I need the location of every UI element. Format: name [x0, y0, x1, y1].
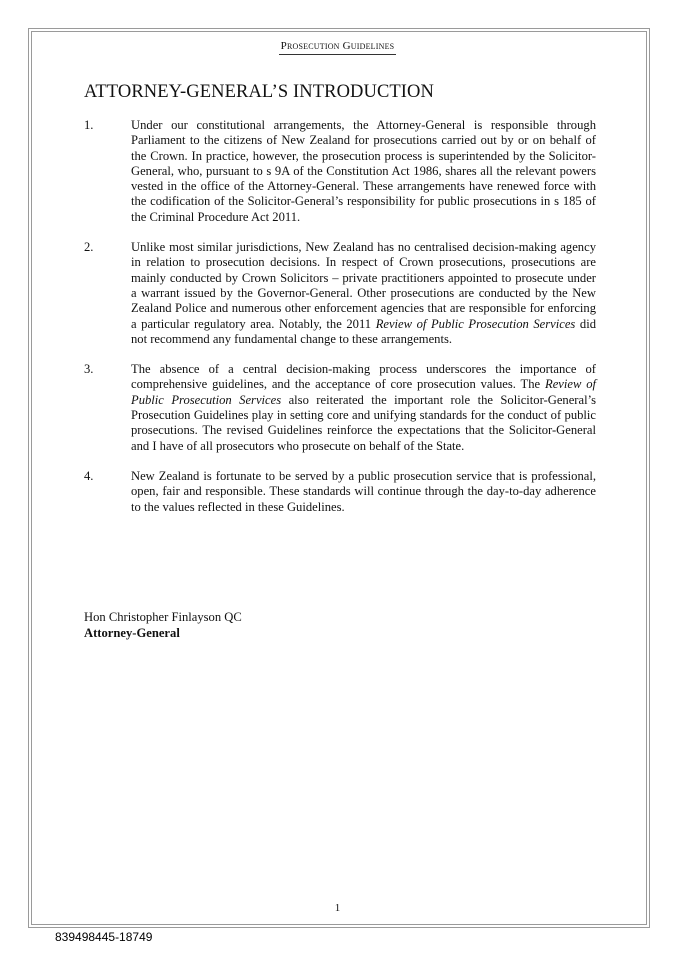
text-run: The absence of a central decision-making process underscores the importance of comprehensive guidelines, and the acceptance of core prosecution values. The — [131, 362, 596, 392]
numbered-paragraph — [84, 240, 596, 347]
paragraph-number: 4. — [84, 468, 94, 483]
document-id: 839498445-18749 — [55, 930, 153, 944]
paragraph-text — [131, 469, 596, 515]
paragraph-list — [84, 118, 596, 530]
running-header — [0, 40, 675, 55]
paragraph-text — [131, 240, 596, 347]
text-run: also reiterated the important role the Solicitor-General’s Prosecution Guidelines play in setting core and unifying standards for the conduct of public prosecutions. The revised Guidelines reinforce the expectations that the Solicitor-General and I have of all prosecutors who prosecute on behalf of the State. — [131, 392, 596, 453]
cited-title: Review of Public Prosecution Services — [131, 377, 597, 407]
numbered-paragraph — [84, 469, 596, 515]
cited-title: Review of Public Prosecution Services — [375, 316, 576, 331]
document-title: ATTORNEY-GENERAL’S INTRODUCTION — [84, 82, 434, 102]
signatory-name: Hon Christopher Finlayson QC — [84, 610, 242, 624]
text-run: Under our constitutional arrangements, the Attorney-General is responsible through Parliament to the citizens of New Zealand for prosecutions carried out by or on behalf of the Crown. In practice, however, the prosecution process is superintended by the Solicitor-General, who, pursuant to s 9A of the Constitution Act 1986, shares all the relevant powers vested in the office of the Attorney-General. These arrangements have renewed force with the codification of the Solicitor-General’s responsibility for public prosecutions in s 185 of the Criminal Procedure Act 2011. — [131, 118, 596, 224]
paragraph-text — [131, 118, 596, 225]
paragraph-number: 2. — [84, 240, 94, 255]
paragraph-number: 1. — [84, 118, 94, 132]
numbered-paragraph — [84, 118, 596, 225]
text-run: Unlike most similar jurisdictions, New Zealand has no centralised decision-making agency in relation to prosecution decisions. In respect of Crown prosecutions, prosecutions are mainly conducted by Crown Solicitors – private practitioners appointed to prosecute under a warrant issued by the Governor-General. Other prosecutions are conducted by the New Zealand Police and numerous other enforcement agencies that are responsible for enforcing a particular regulatory area. Notably, the 2011 — [131, 240, 596, 331]
paragraph-number: 3. — [84, 362, 94, 377]
paragraph-text — [131, 362, 596, 454]
numbered-paragraph — [84, 362, 596, 454]
running-header-text: Prosecution Guidelines — [279, 40, 397, 55]
signature-block — [84, 610, 242, 641]
signatory-title: Attorney-General — [84, 625, 180, 640]
page-number: 1 — [334, 902, 341, 914]
text-run: did not recommend any fundamental change to these arrangements. — [131, 316, 597, 346]
text-run: New Zealand is fortunate to be served by a public prosecution service that is professional, open, fair and responsible. These standards will continue through the day-to-day adherence to the values reflected in these Guidelines. — [131, 468, 596, 514]
